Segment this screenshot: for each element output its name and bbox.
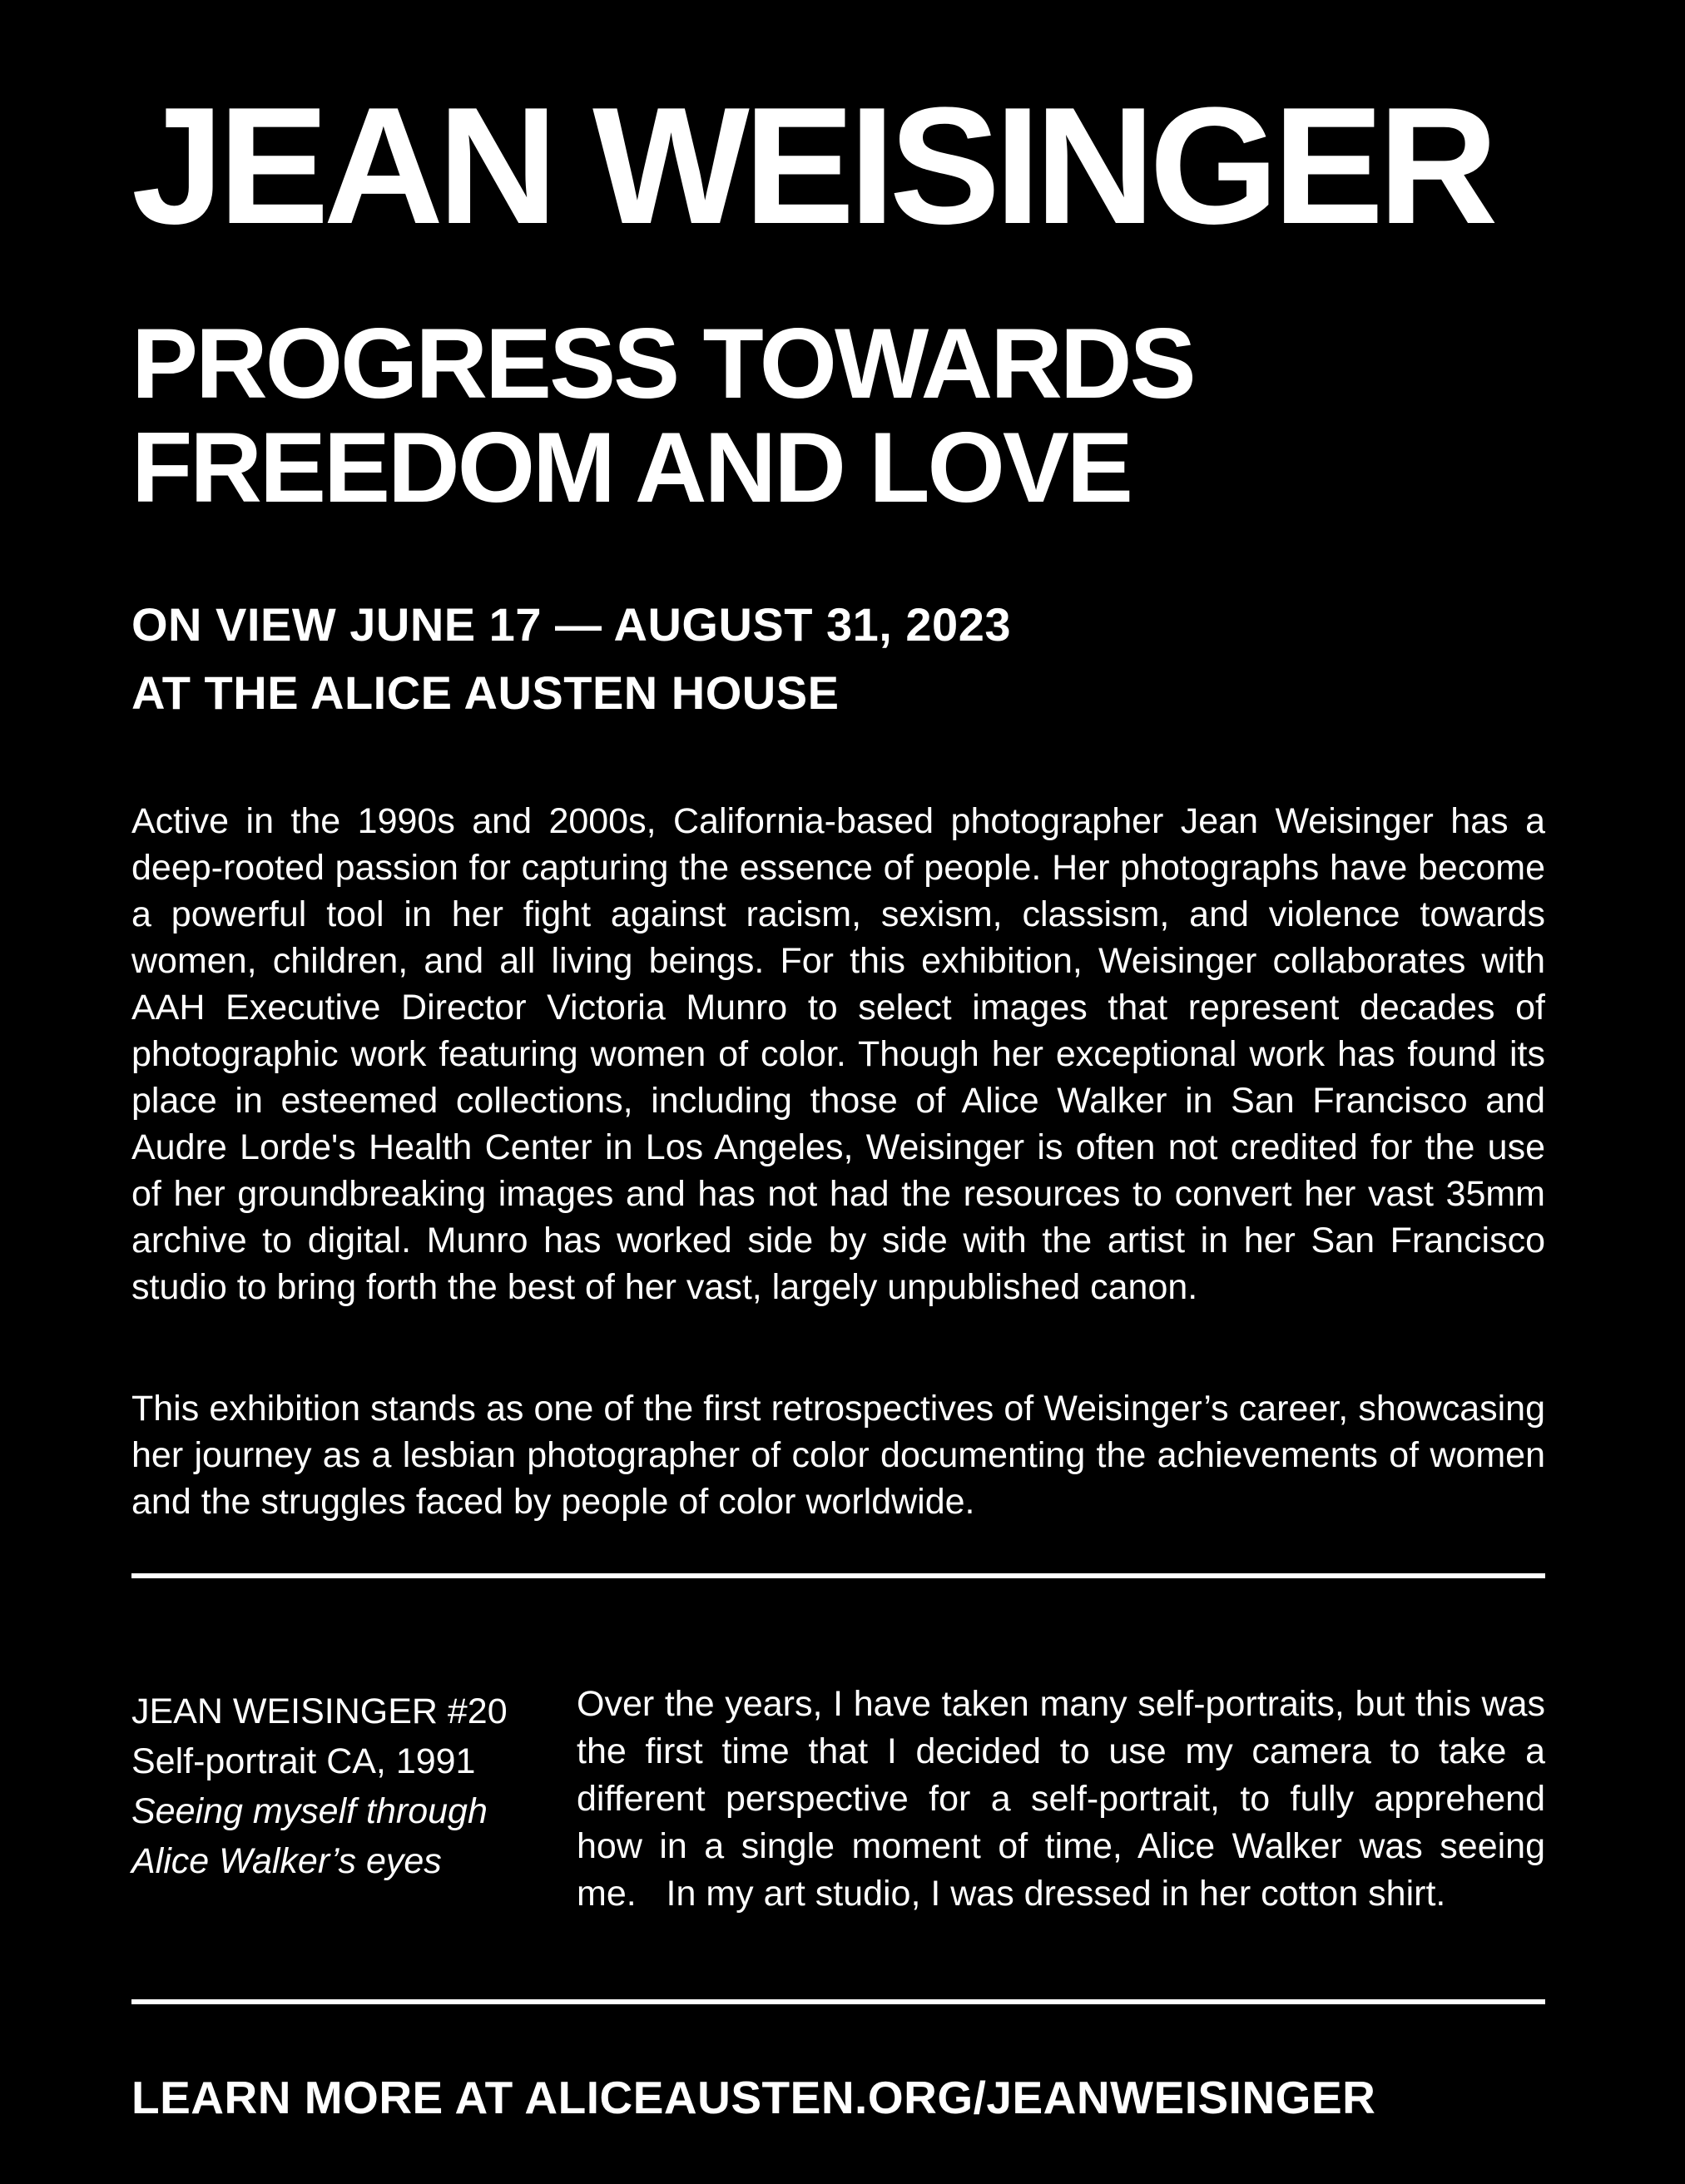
caption-quote-section <box>131 1645 1545 1954</box>
exhibition-dates <box>131 591 1545 727</box>
divider-bottom <box>131 1999 1545 2004</box>
artwork-caption <box>131 1645 518 1954</box>
intro-paragraph: Active in the 1990s and 2000s, California-based photographer Jean Weisinger has a deep-rooted passion for capturing the essence of people. Her photographs have become a powerful tool in her fight against racism, sexism, classism, and violence towards women, children, and all living beings. For this exhibition, Weisinger collaborates with AAH Executive Director Victoria Munro to select images that represent decades of photographic work featuring women of color. Though her exceptional work has found its place in esteemed collections, including those of Alice Walker in San Francisco and Audre Lorde's Health Center in Los Angeles, Weisinger is often not credited for the use of her groundbreaking images and has not had the resources to convert her vast 35mm archive to digital. Munro has worked side by side with the artist in her San Francisco studio to bring forth the best of her vast, largely unpublished canon. <box>131 801 1545 1307</box>
subtitle-line-1: PROGRESS TOWARDS <box>131 308 1194 419</box>
caption-italic-line-2: Alice Walker’s eyes <box>131 1841 442 1881</box>
divider-top <box>131 1573 1545 1578</box>
venue-line: AT THE ALICE AUSTEN HOUSE <box>131 666 840 719</box>
caption-work-line: Self-portrait CA, 1991 <box>131 1741 476 1781</box>
caption-italic-line-1: Seeing myself through <box>131 1791 488 1831</box>
retrospective-paragraph: This exhibition stands as one of the first retrospectives of Weisinger’s career, showcasing her journey as a lesbian photographer of color documenting the achievements of women and the struggles faced by people of color worldwide. <box>131 1389 1545 1522</box>
learn-more-text: LEARN MORE AT ALICEAUSTEN.ORG/JEANWEISINGER <box>131 2072 1376 2123</box>
caption-artist-line: JEAN WEISINGER #20 <box>131 1691 508 1731</box>
poster-subtitle <box>131 308 1545 523</box>
subtitle-line-2: FREEDOM AND LOVE <box>131 412 1131 523</box>
poster-title: JEAN WEISINGER <box>131 73 1493 259</box>
artist-quote: Over the years, I have taken many self-portraits, but this was the first time that I decided to use my camera to take a different perspective for a self-portrait, to fully apprehend how in a single moment of time, Alice Walker was seeing me. In my art studio, I was dressed in her cotton shirt. <box>577 1684 1545 1914</box>
on-view-dates-line: ON VIEW JUNE 17 — AUGUST 31, 2023 <box>131 598 1011 651</box>
